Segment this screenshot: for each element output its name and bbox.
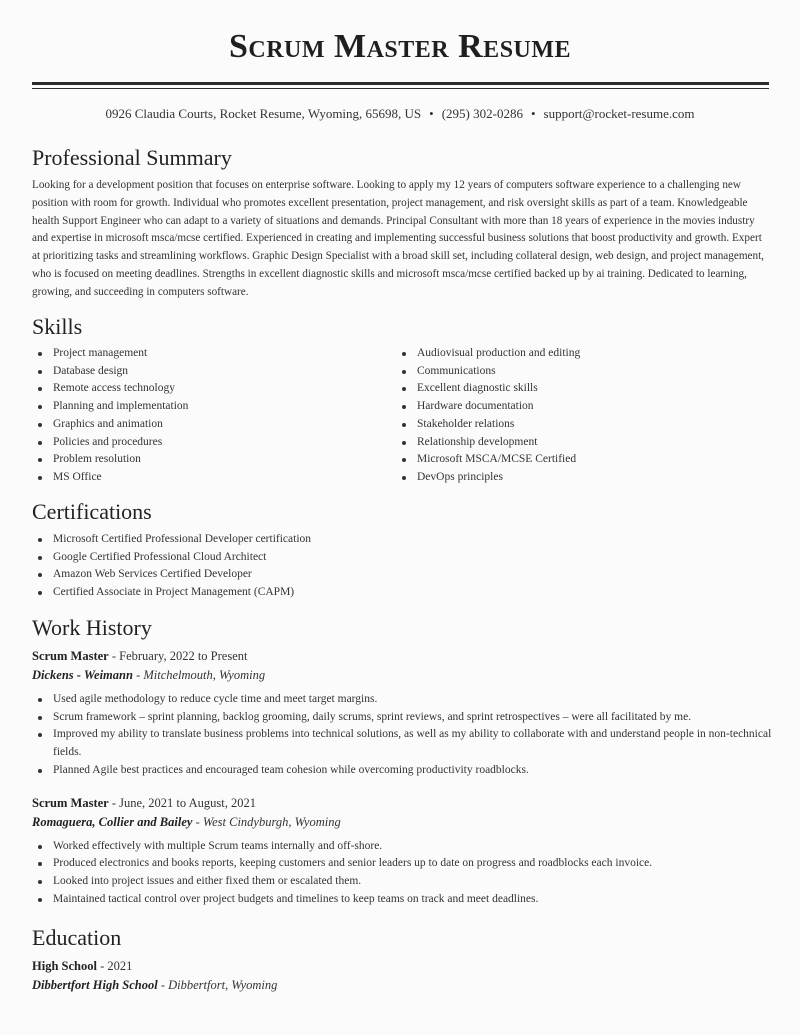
contact-email[interactable]: support@rocket-resume.com — [543, 106, 695, 121]
skill-item: Graphics and animation — [32, 416, 396, 434]
header-rule-thick — [32, 82, 769, 85]
skill-item: Communications — [396, 363, 760, 381]
graduation-year: - 2021 — [100, 959, 133, 973]
job-title-line — [32, 647, 772, 666]
job-bullet: Maintained tactical control over project budgets and timelines to keep teams on track and meet deadlines. — [32, 891, 772, 909]
skills-list-right — [396, 345, 760, 487]
job-bullet: Produced electronics and books reports, keeping customers and senior leaders up to date on progress and roadblocks each invoice. — [32, 855, 772, 873]
skill-item: Microsoft MSCA/MCSE Certified — [396, 451, 760, 469]
skill-item: Planning and implementation — [32, 398, 396, 416]
skill-item: Database design — [32, 363, 396, 381]
employer-location: - Mitchelmouth, Wyoming — [136, 668, 266, 682]
work-history-section — [32, 615, 772, 908]
certification-item: Amazon Web Services Certified Developer — [32, 566, 772, 584]
job-dates: - February, 2022 to Present — [111, 649, 248, 663]
skill-item: Remote access technology — [32, 380, 396, 398]
contact-separator: • — [530, 106, 536, 121]
certifications-section — [32, 499, 772, 602]
education-heading: Education — [32, 925, 122, 950]
skill-item: Policies and procedures — [32, 434, 396, 452]
job-entry — [32, 647, 772, 780]
job-bullet: Planned Agile best practices and encouraged team cohesion while overcoming productivity roadblocks. — [32, 762, 772, 780]
work-history-heading: Work History — [32, 615, 152, 640]
skill-item: Problem resolution — [32, 451, 396, 469]
skill-item: Project management — [32, 345, 396, 363]
job-bullet: Used agile methodology to reduce cycle time and meet target margins. — [32, 691, 772, 709]
resume-title: Scrum Master Resume — [228, 28, 572, 65]
job-title: Scrum Master — [32, 649, 109, 663]
school-line — [32, 976, 772, 995]
job-dates: - June, 2021 to August, 2021 — [111, 795, 256, 810]
employer-location: - West Cindyburgh, Wyoming — [195, 814, 341, 829]
skill-item: Excellent diagnostic skills — [396, 380, 760, 398]
contact-separator: • — [429, 106, 434, 121]
skill-item: DevOps principles — [396, 469, 760, 487]
certification-item: Google Certified Professional Cloud Architect — [32, 549, 772, 567]
summary-text: Looking for a development position that focuses on enterprise software. Looking to apply my 12 years of computers software experience to a challenging new position with room for growth. Individual who promotes excellent presentation, project management, and risk oversight skills as part of a team. Knowledgeable health Support Engineer who can adapt to a variety of situations and demands. Principal Consultant with more than 18 years of experience in the movies industry and expertise in microsoft msca/mcse certified. Experienced in creating and implementing successful business solutions that boost productivity and growth. Expert at prioritizing tasks and streamlining workflows. Graphic Design Specialist with a broad skill set, including collateral design, web design, and project management, who is focused on meeting deadlines. Strengths in excellent diagnostic skills and microsoft msca/mcse certified backed up by ai training. Dedicated to learning, growing, and succeeding in computers software. — [32, 179, 764, 298]
summary-heading: Professional Summary — [32, 145, 232, 170]
education-entry — [32, 957, 772, 995]
education-section — [32, 925, 772, 995]
skill-item: Stakeholder relations — [396, 416, 760, 434]
certifications-heading: Certifications — [32, 499, 152, 524]
employer-name: Romaguera, Collier and Bailey — [32, 814, 193, 829]
skill-item: MS Office — [32, 469, 396, 487]
job-bullets — [32, 691, 772, 780]
job-title-line — [32, 794, 772, 813]
job-bullets — [32, 838, 772, 909]
degree: High School — [32, 959, 97, 973]
school-location: - Dibbertfort, Wyoming — [160, 978, 278, 992]
job-entry — [32, 794, 772, 909]
skill-item: Hardware documentation — [396, 398, 760, 416]
skill-item: Relationship development — [396, 434, 760, 452]
header-rule-thin — [32, 88, 769, 89]
job-bullet: Scrum framework – sprint planning, backlog grooming, daily scrums, sprint reviews, and sprint retrospectives – were all facilitated by me. — [32, 709, 772, 727]
job-title: Scrum Master — [32, 795, 109, 810]
job-bullet: Looked into project issues and either fixed them or escalated them. — [32, 873, 772, 891]
job-bullet: Improved my ability to translate business problems into technical solutions, as well as my ability to collaborate with and understand people in non-technical fields. — [32, 726, 772, 761]
certification-item: Microsoft Certified Professional Developer certification — [32, 531, 772, 549]
summary-section — [32, 145, 772, 302]
skills-list-left — [32, 345, 396, 487]
contact-phone: (295) 302-0286 — [441, 106, 523, 121]
contact-line — [0, 106, 800, 122]
skills-heading: Skills — [32, 314, 83, 339]
school-name: Dibbertfort High School — [32, 978, 158, 992]
skills-section — [32, 314, 772, 487]
contact-address: 0926 Claudia Courts, Rocket Resume, Wyoming, 65698, US — [105, 106, 422, 121]
employer-line — [32, 666, 772, 685]
employer-name: Dickens - Weimann — [32, 668, 133, 682]
skill-item: Audiovisual production and editing — [396, 345, 760, 363]
job-bullet: Worked effectively with multiple Scrum teams internally and off-shore. — [32, 838, 772, 856]
degree-line — [32, 957, 772, 976]
skills-grid — [32, 345, 772, 487]
certification-item: Certified Associate in Project Management (CAPM) — [32, 584, 772, 602]
employer-line — [32, 813, 772, 832]
certifications-list — [32, 531, 772, 602]
